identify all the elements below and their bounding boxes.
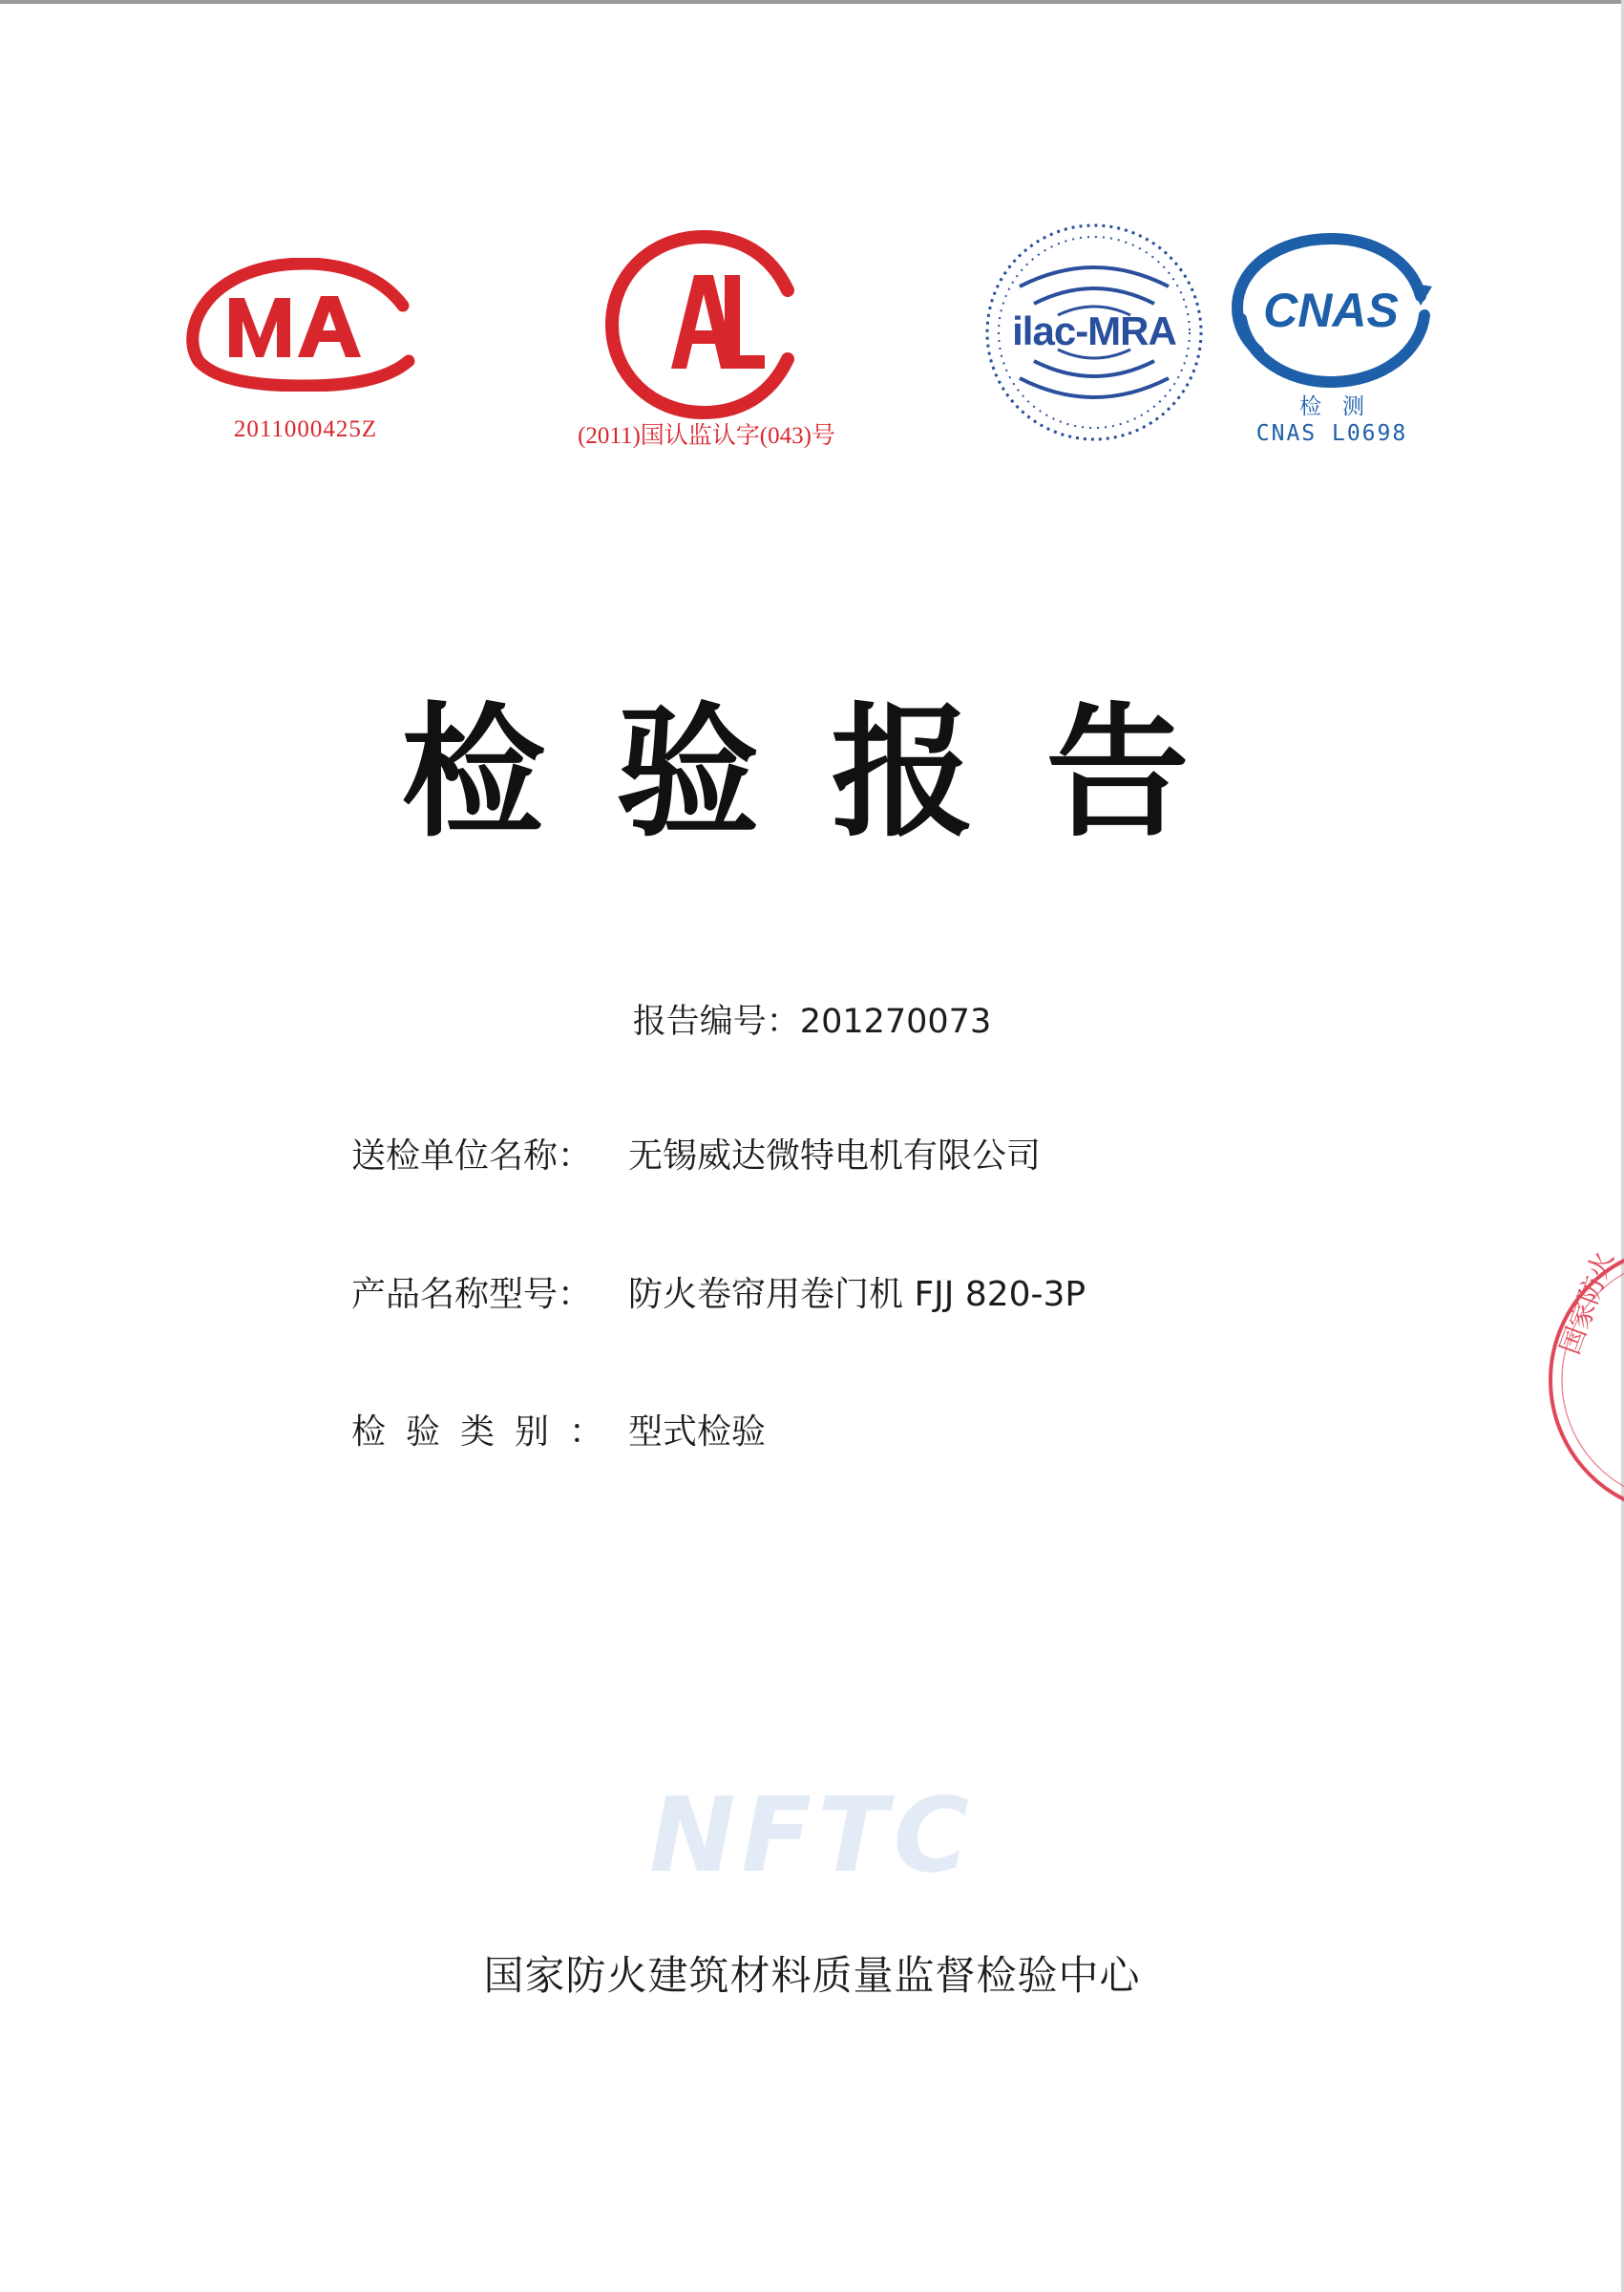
report-number-value: 201270073	[799, 1003, 992, 1041]
field-label: 检验类别：	[351, 1412, 624, 1452]
scan-edge-top	[0, 0, 1624, 4]
cnas-registration	[1232, 393, 1432, 447]
field-inspection-type	[351, 1411, 766, 1454]
cma-certificate-number: 2011000425Z	[233, 416, 378, 442]
seal-text: 国家防火	[1553, 1246, 1620, 1359]
ilac-mra-logo	[981, 220, 1207, 445]
field-submitting-unit	[351, 1135, 1041, 1178]
cnas-registration-number: CNAS L0698	[1255, 421, 1408, 446]
cnas-mark-text: CNAS	[1263, 284, 1399, 337]
official-seal-stamp	[1531, 1242, 1624, 1518]
document-title: 检验报告	[401, 690, 1261, 857]
field-label: 送检单位名称：	[351, 1136, 593, 1176]
issuing-organization: 国家防火建筑材料质量监督检验中心	[483, 1952, 1141, 1999]
ilac-mark-text: ilac-MRA	[1012, 308, 1176, 353]
nftc-watermark: NFTC	[648, 1776, 976, 1896]
cal-certificate-number: (2011)国认监认字(043)号	[578, 423, 835, 449]
field-label: 产品名称型号：	[351, 1275, 593, 1314]
field-value: 型式检验	[628, 1412, 767, 1452]
report-number-label: 报告编号：	[632, 1003, 800, 1041]
field-value: 无锡威达微特电机有限公司	[628, 1136, 1042, 1176]
cnas-inspect-label: 检测	[1299, 394, 1385, 419]
cma-logo	[181, 258, 430, 392]
report-number	[0, 995, 1624, 1043]
cal-logo	[597, 225, 816, 426]
field-product-model	[351, 1273, 1086, 1317]
cnas-logo	[1220, 229, 1442, 401]
field-value: 防火卷帘用卷门机 FJJ 820-3P	[628, 1275, 1086, 1314]
